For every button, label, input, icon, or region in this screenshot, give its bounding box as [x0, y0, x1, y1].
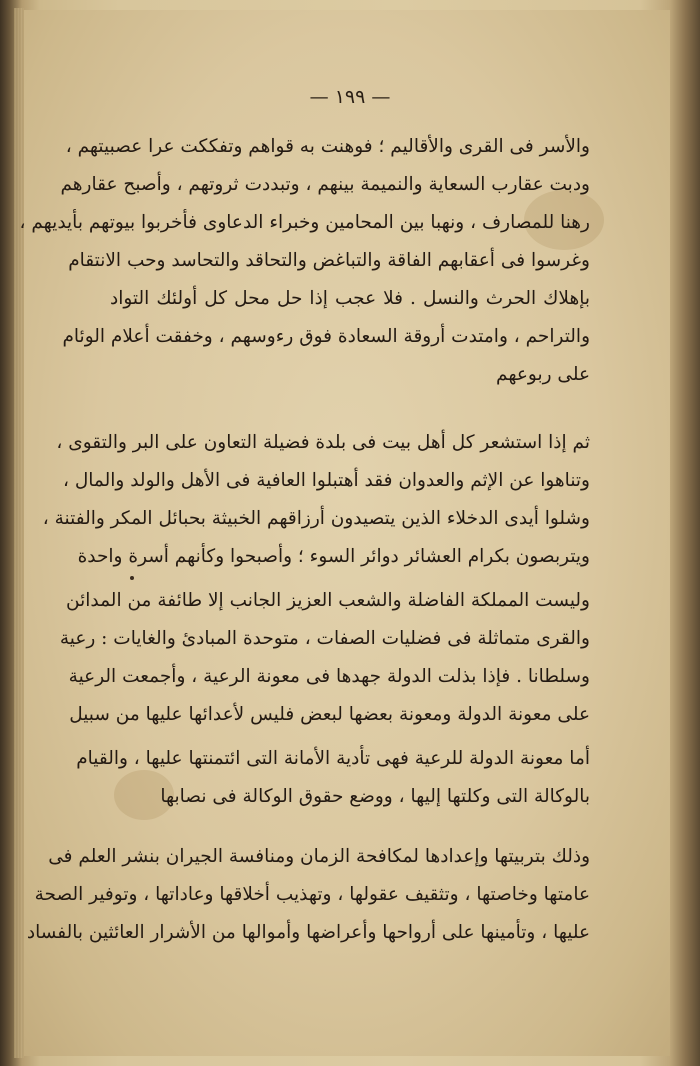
text-line: عامتها وخاصتها ، وتثقيف عقولها ، وتهذيب أخلاقها وعاداتها ، وتوفير الصحة — [34, 884, 590, 905]
paragraph-2 — [42, 424, 590, 576]
text-line: وسلطانا . فإذا بذلت الدولة جهدها فى معونة الرعية ، وأجمعت الرعية — [68, 666, 590, 687]
text-line: والقرى متماثلة فى فضليات الصفات ، متوحدة المبادئ والغايات : رعية — [59, 628, 590, 649]
text-line: رهنا للمصارف ، ونهبا بين المحامين وخبراء الدعاوى فأخربوا بيوتهم بأيديهم ، — [19, 212, 590, 233]
paragraph-3 — [59, 582, 590, 734]
page-number: — ١٩٩ — — [309, 86, 391, 108]
ink-speck — [130, 576, 134, 580]
text-line: على ربوعهم — [496, 364, 590, 385]
text-line: وذلك بتربيتها وإعدادها لمكافحة الزمان ومنافسة الجيران بنشر العلم فى — [48, 846, 590, 867]
paragraph-4 — [76, 740, 590, 816]
text-line: وليست المملكة الفاضلة والشعب العزيز الجانب إلا طائفة من المدائن — [66, 590, 590, 611]
paragraph-5 — [26, 838, 590, 952]
text-line: ويتربصون بكرام العشائر دوائر السوء ؛ وأصبحوا وكأنهم أسرة واحدة — [77, 546, 590, 567]
text-line: وغرسوا فى أعقابهم الفاقة والتباغض والتحاقد والتحاسد وحب الانتقام — [68, 250, 590, 271]
text-line: وتناهوا عن الإثم والعدوان فقد أهتبلوا العافية فى الأهل والولد والمال ، — [63, 470, 590, 491]
page-edges — [14, 8, 24, 1058]
text-line: والتراحم ، وامتدت أروقة السعادة فوق رءوسهم ، وخفقت أعلام الوئام — [62, 326, 590, 347]
paragraph-1 — [19, 128, 590, 394]
text-line: والأسر فى القرى والأقاليم ؛ فوهنت به قواهم وتفككت عرا عصبيتهم ، — [65, 136, 590, 157]
text-line: بإهلاك الحرث والنسل . فلا عجب إذا حل محل كل أولئك التواد — [110, 288, 590, 309]
text-line: عليها ، وتأمينها على أرواحها وأعراضها وأموالها من الأشرار العائثين بالفساد — [26, 922, 590, 943]
text-line: على معونة الدولة ومعونة بعضها لبعض فليس لأعدائها عليها من سبيل — [69, 704, 590, 725]
text-line: بالوكالة التى وكلتها إليها ، ووضع حقوق الوكالة فى نصابها — [160, 786, 590, 807]
text-line: وشلوا أيدى الدخلاء الذين يتصيدون أرزاقهم الخبيثة بحبائل المكر والفتنة ، — [42, 508, 590, 529]
text-line: ثم إذا استشعر كل أهل بيت فى بلدة فضيلة التعاون على البر والتقوى ، — [56, 432, 590, 453]
text-line: أما معونة الدولة للرعية فهى تأدية الأمانة التى ائتمنتها عليها ، والقيام — [76, 748, 590, 769]
text-line: ودبت عقارب السعاية والنميمة بينهم ، وتبددت ثروتهم ، وأصبح عقارهم — [60, 174, 590, 195]
